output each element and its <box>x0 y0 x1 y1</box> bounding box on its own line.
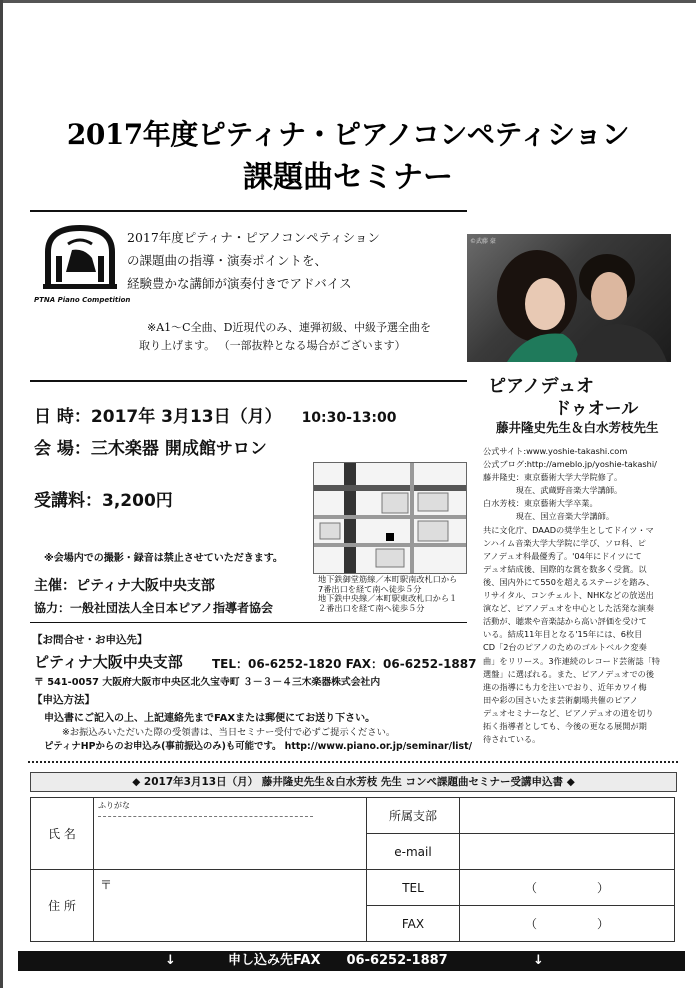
direction-line: 地下鉄中央線／本町駅東改札口から１ <box>318 593 458 603</box>
ptna-logo-icon <box>38 222 122 292</box>
branch-field[interactable] <box>460 798 675 834</box>
page-top-border <box>0 0 696 3</box>
email-label: e-mail <box>367 834 460 870</box>
bio-line: 拓く指導者としても、今後の更なる展開が期 <box>483 720 647 731</box>
bio-line: 白水芳枝：東京藝術大学卒業。 <box>483 498 598 509</box>
event-fee <box>34 486 173 511</box>
photo-credit: ©武藤 豪 <box>470 238 496 245</box>
teacher-names: 藤井隆史先生＆白水芳枝先生 <box>496 420 659 435</box>
cooperation-label: 協力： <box>34 601 71 615</box>
divider-contact <box>30 622 467 623</box>
duo-photo-image <box>467 234 671 362</box>
divider-middle <box>30 380 467 382</box>
email-field[interactable] <box>460 834 675 870</box>
bio-line: 現在、武蔵野音楽大学講師。 <box>483 485 623 496</box>
teacher-bio <box>483 445 693 746</box>
address-field[interactable] <box>94 870 367 942</box>
bio-line: アノデュオ科最優秀了。'04年にドイツにて <box>483 550 642 561</box>
address-label: 住 所 <box>31 870 94 942</box>
bio-line: 公式ブログ:http://ameblo.jp/yoshie-takashi/ <box>483 459 657 470</box>
bio-line: 田や彩の国さいたま芸術劇場共催のピアノ <box>483 694 638 705</box>
bio-line: デュオセミナーなど、ピアノデュオの道を切り <box>483 707 654 718</box>
branch-label: 所属支部 <box>367 798 460 834</box>
direction-line: ２番出口を経て南へ徒歩５分 <box>318 602 425 613</box>
intro-line: の課題曲の指導・演奏ポイントを、 <box>127 253 328 268</box>
fax-field[interactable]: （ ） <box>460 906 675 942</box>
recording-notice: ※会場内での撮影・録音は禁止させていただきます。 <box>44 553 283 564</box>
bio-line: デュオ結成後、国際的な賞を数多く受賞。以 <box>483 563 647 574</box>
intro-line: 2017年度ピティナ・ピアノコンペティション <box>127 230 380 245</box>
furigana-label: ふりがな <box>98 801 130 810</box>
bio-line: 演など、ピアノデュオを中心とした活発な演奏 <box>483 603 655 614</box>
fax-label: FAX <box>367 906 460 942</box>
map-graphic <box>314 463 466 573</box>
note-line: 取り上げます。 （一部抜粋となる場合がございます） <box>139 339 406 352</box>
fee-value: 3,200円 <box>102 491 173 511</box>
note-line: ※A1～C全曲、D近現代のみ、連弾初級、中級予選全曲を <box>147 321 432 334</box>
event-date <box>34 402 397 427</box>
contact-address: 〒 541-0057 大阪府大阪市中央区北久宝寺町 ３－３－４三木楽器株式会社内 <box>34 677 381 688</box>
tel-label: TEL <box>367 870 460 906</box>
divider-top <box>30 210 467 212</box>
page-title: 2017年度ピティナ・ピアノコンペティション <box>66 118 630 151</box>
bio-line: 待されている。 <box>483 734 541 745</box>
venue-map <box>313 462 467 574</box>
bio-line: 曲」をリリース。3作連続のレコード芸術誌「特 <box>483 655 660 666</box>
bio-line: ンハイム音楽大学大学院に学び、ソロ科、ピ <box>483 537 646 548</box>
bio-line: いる。結成11年目となる'15年には、6枚目 <box>483 629 643 640</box>
bio-line: 藤井隆史：東京藝術大学大学院修了。 <box>483 472 623 483</box>
contact-org: ピティナ大阪中央支部 <box>34 653 183 671</box>
direction-line: 地下鉄御堂筋線／本町駅南改札口から <box>318 574 458 584</box>
duo-name: ドゥオール <box>554 399 639 419</box>
intro-note <box>139 319 467 355</box>
method-text-3: ピティナHPからのお申込み(事前振込のみ)も可能です。 http://www.piano.or.jp/seminar/list/ <box>44 741 473 752</box>
name-field[interactable] <box>94 798 367 870</box>
method-text-1: 申込書にご記入の上、上記連絡先までFAXまたは郵便にてお送り下さい。 <box>44 713 376 724</box>
furigana-line <box>98 816 313 817</box>
organizer <box>34 575 215 595</box>
logo-caption: PTNA Piano Competition <box>34 296 131 304</box>
fax-footer-bar <box>18 951 685 971</box>
method-text-2: ※お振込みいただいた際の受領書は、当日セミナー受付で必ずご提示ください。 <box>62 727 396 738</box>
bio-line: 現在、国立音楽大学講師。 <box>483 511 615 522</box>
tel-field[interactable]: （ ） <box>460 870 675 906</box>
date-label: 日 時： <box>34 407 91 427</box>
bio-line: 選盤」に選ばれる。また、ピアノデュオでの後 <box>483 668 655 679</box>
cooperation <box>34 599 273 616</box>
bio-line: 活動が、聴衆や音楽誌から高い評価を受けて <box>483 616 647 627</box>
bio-line: 後、国内外にて550を超えるステージを踏み、 <box>483 576 655 587</box>
method-heading: 【申込方法】 <box>32 694 95 706</box>
date-value: 2017年 3月13日（月） <box>90 407 282 427</box>
organizer-value: ピティナ大阪中央支部 <box>76 578 215 594</box>
application-banner: ◆ 2017年3月13日（月） 藤井隆史先生＆白水芳枝 先生 コンペ課題曲セミナー受講申込書 ◆ <box>30 772 677 792</box>
contact-tel-fax: TEL：06-6252-1820 FAX：06-6252-1887 <box>212 657 477 671</box>
time-value: 10:30-13:00 <box>301 410 397 426</box>
bio-line: リサイタル、コンチェルト、NHKなどの放送出 <box>483 590 654 601</box>
ptna-logo <box>34 222 131 304</box>
page-subtitle: 課題曲セミナー <box>243 160 453 195</box>
duo-label: ピアノデュオ <box>488 376 595 397</box>
down-arrow-icon: ↓ <box>165 953 176 968</box>
bio-line: 共に文化庁、DAADの奨学生としてドイツ・マ <box>483 524 654 535</box>
application-form <box>30 797 675 942</box>
down-arrow-icon: ↓ <box>533 953 544 968</box>
cut-line <box>28 761 678 763</box>
intro-text <box>127 226 457 295</box>
bio-line: CD「2台のピアノのためのゴルトベルク変奏 <box>483 642 647 653</box>
name-label: 氏 名 <box>31 798 94 870</box>
contact-heading: 【お問合せ・お申込先】 <box>32 634 148 646</box>
fax-footer-text: 申し込み先FAX 06-6252-1887 <box>228 953 448 968</box>
intro-line: 経験豊かな講師が演奏付きでアドバイス <box>127 276 352 291</box>
venue-label: 会 場： <box>34 439 91 459</box>
map-directions <box>318 575 457 613</box>
venue-value: 三木楽器 開成館サロン <box>90 439 267 459</box>
duo-photo <box>467 234 671 362</box>
fee-label: 受講料： <box>34 491 102 511</box>
direction-line: 7番出口を経て南へ徒歩５分 <box>318 583 422 594</box>
postal-mark: 〒 <box>100 878 113 892</box>
bio-line: 公式サイト:www.yoshie-takashi.com <box>483 446 628 456</box>
bio-line: 進の指導にも力を注いでおり、近年カワイ梅 <box>483 681 647 692</box>
cooperation-value: 一般社団法人全日本ピアノ指導者協会 <box>70 601 274 615</box>
event-venue <box>34 434 267 459</box>
organizer-label: 主催： <box>34 578 76 594</box>
